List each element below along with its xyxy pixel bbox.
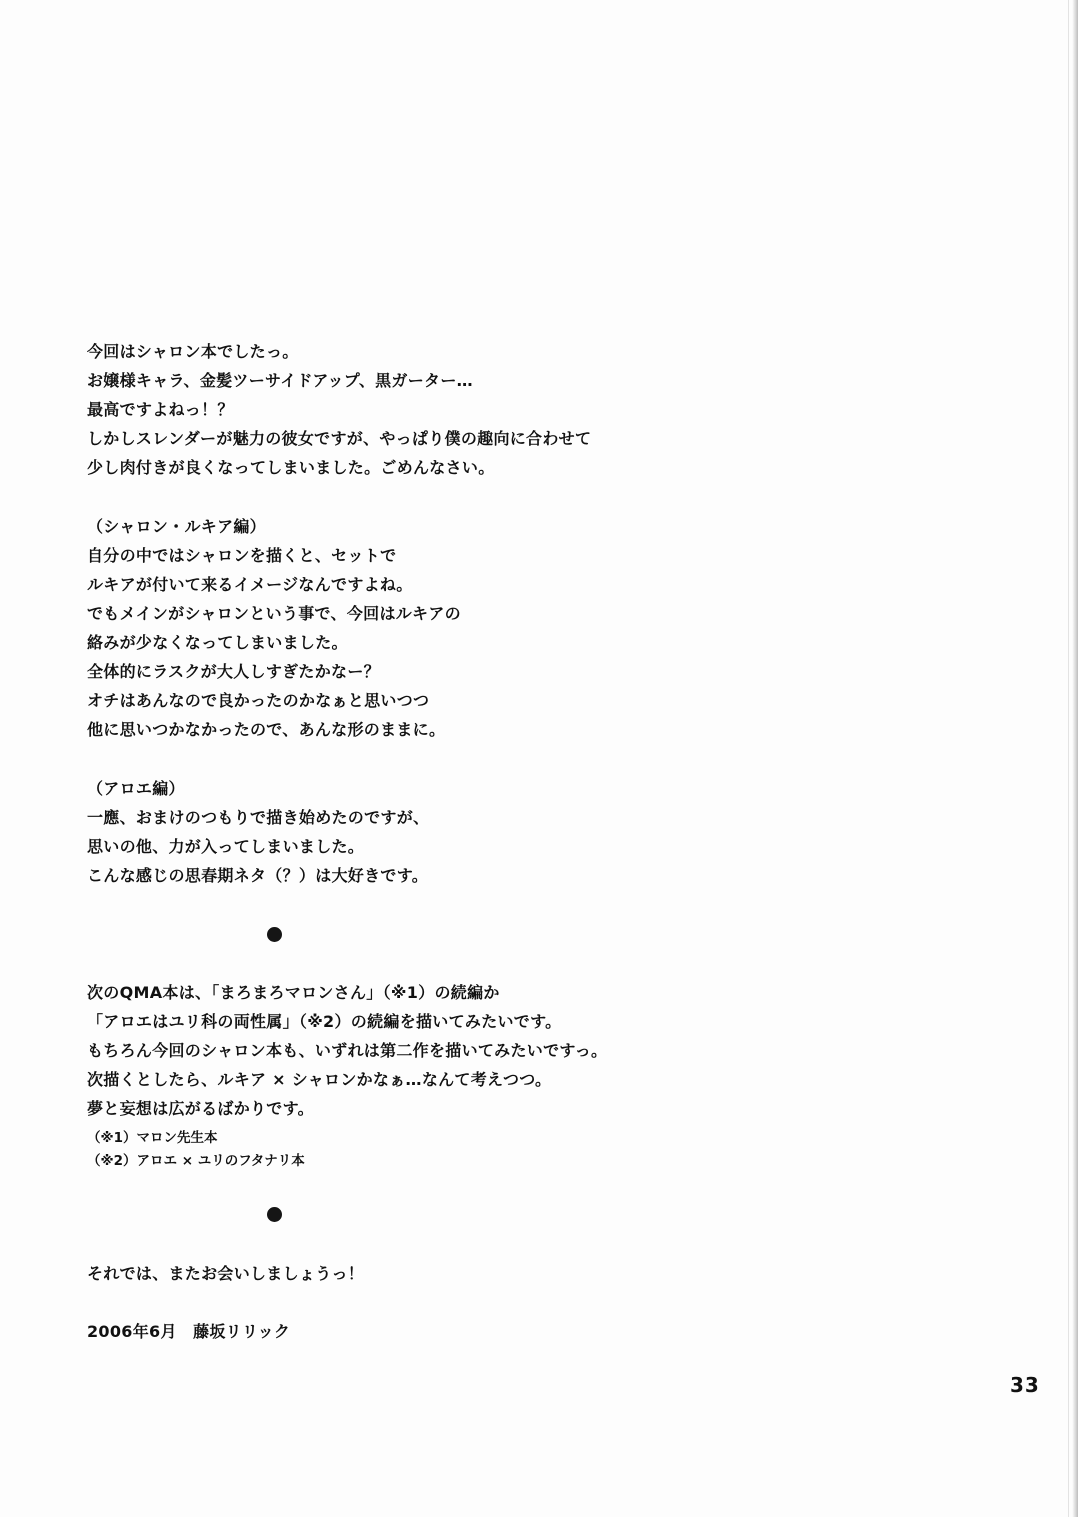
body-line: 次描くとしたら、ルキア × シャロンかなぁ…なんて考えつつ。 xyxy=(87,1070,552,1089)
body-line: 最高ですよねっ！？ xyxy=(87,400,234,419)
page-number: 33 xyxy=(1010,1373,1040,1397)
body-line: でもメインがシャロンという事で、今回はルキアの xyxy=(87,604,461,623)
body-line: 次のQMA本は、「まろまろマロンさん」（※1）の続編か xyxy=(87,983,500,1002)
body-line: こんな感じの思春期ネタ（？）は大好きです。 xyxy=(87,866,429,885)
body-line: お嬢様キャラ、金髪ツーサイドアップ、黒ガーター… xyxy=(87,371,473,390)
separator-dot xyxy=(267,927,282,942)
body-line: 夢と妄想は広がるばかりです。 xyxy=(87,1099,314,1118)
section-heading-aroe: （アロエ編） xyxy=(87,779,185,798)
body-line: 他に思いつかなかったので、あんな形のままに。 xyxy=(87,720,446,739)
body-line: 思いの他、力が入ってしまいました。 xyxy=(87,837,365,856)
body-line: もちろん今回のシャロン本も、いずれは第二作を描いてみたいですっ。 xyxy=(87,1041,608,1060)
body-line: ルキアが付いて来るイメージなんですよね。 xyxy=(87,575,413,594)
footnote: （※1）マロン先生本 xyxy=(87,1130,218,1146)
body-line: しかしスレンダーが魅力の彼女ですが、やっぱり僕の趣向に合わせて xyxy=(87,429,592,448)
body-line: 一應、おまけのつもりで描き始めたのですが、 xyxy=(87,808,430,827)
body-line: 今回はシャロン本でしたっ。 xyxy=(87,342,299,361)
body-line: 全体的にラスクが大人しすぎたかなー？ xyxy=(87,662,380,681)
body-line: 「アロエはユリ科の両性属」（※2）の続編を描いてみたいです。 xyxy=(87,1012,562,1031)
separator-dot xyxy=(267,1207,282,1222)
body-line: 絡みが少なくなってしまいました。 xyxy=(87,633,348,652)
body-line: 少し肉付きが良くなってしまいました。ごめんなさい。 xyxy=(87,458,495,477)
closing-line: それでは、またお会いしましょうっ！ xyxy=(87,1264,365,1283)
section-heading-sharon: （シャロン・ルキア編） xyxy=(87,517,266,536)
body-line: 自分の中ではシャロンを描くと、セットで xyxy=(87,546,397,565)
body-line: オチはあんなので良かったのかなぁと思いつつ xyxy=(87,691,430,710)
scan-edge-line xyxy=(1068,0,1069,1517)
scan-edge xyxy=(1072,0,1078,1517)
footnote: （※2）アロエ × ユリのフタナリ本 xyxy=(87,1153,305,1169)
signature: 2006年6月 藤坂リリック xyxy=(87,1322,291,1341)
